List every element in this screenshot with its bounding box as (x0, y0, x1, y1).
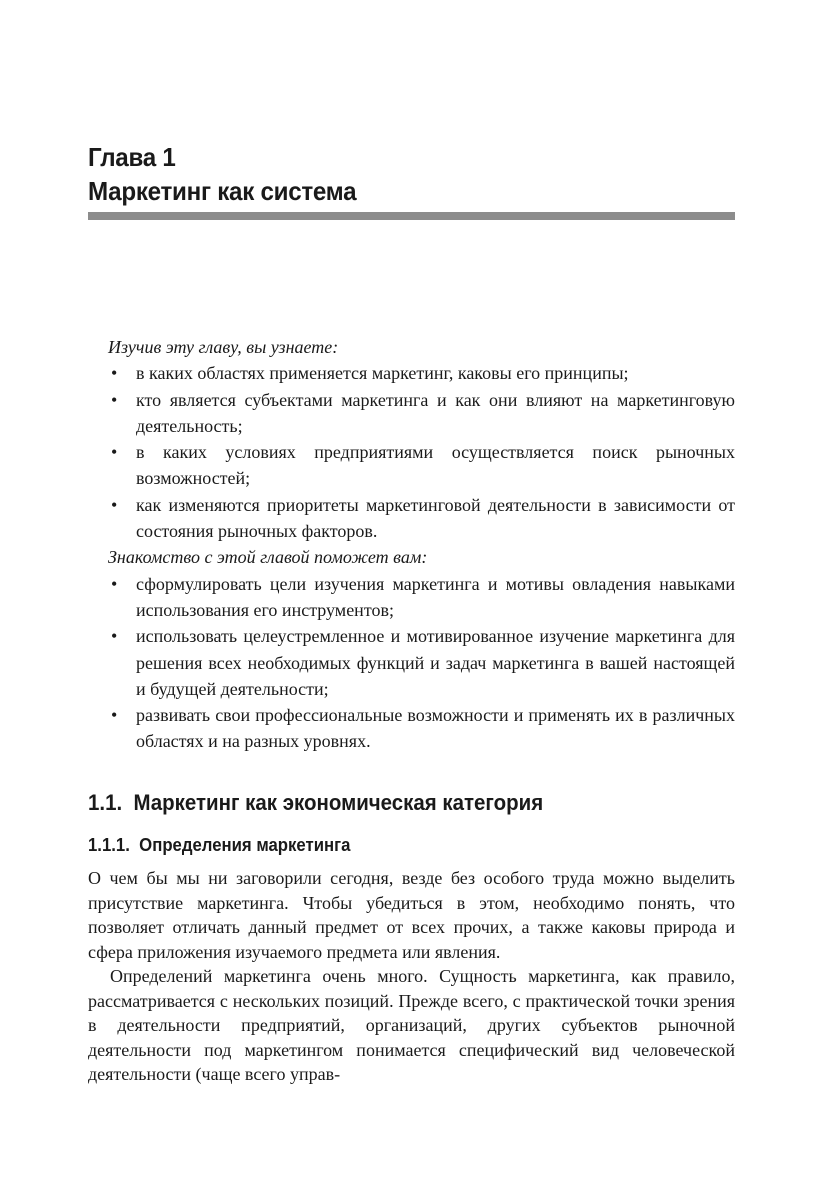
bullet: • (111, 442, 118, 463)
list-item: • как изменяются приоритеты маркетинговой деятельности в зависимости от состояния рыночных факторов. (108, 492, 735, 545)
list-item: • в каких условиях предприятиями осуществляется поиск рыночных возможностей; (108, 439, 735, 492)
bullet: • (111, 494, 118, 515)
bullet: • (111, 626, 118, 647)
help-intro: Знакомство с этой главой поможет вам: (108, 547, 428, 568)
body-text (88, 866, 735, 1087)
bullet: • (111, 363, 118, 384)
chapter-title: Маркетинг как система (88, 176, 357, 206)
section-heading: 1.1. Маркетинг как экономическая категория (88, 790, 544, 815)
chapter-rule (88, 212, 735, 220)
bullet: • (111, 389, 118, 410)
paragraph: Определений маркетинга очень много. Сущность маркетинга, как правило, рассматривается с нескольких позиций. Прежде всего, с практической точки зрения в деятельности предприятий, организаций, других субъектов рыночной деятельности под маркетингом понимается специфический вид человеческой деятельности (чаще всего управ- (88, 966, 735, 1084)
learn-intro: Изучив эту главу, вы узнаете: (108, 337, 339, 357)
chapter-heading (88, 140, 690, 208)
learn-list (108, 360, 735, 544)
list-item: • использовать целеустремленное и мотивированное изучение маркетинга для решения всех необходимых функций и задач маркетинга в вашей настоящей и будущей деятельности; (108, 623, 735, 702)
chapter-objectives (108, 334, 735, 755)
chapter-label: Глава 1 (88, 142, 176, 172)
list-item: • развивать свои профессиональные возможности и применять их в различных областях и на разных уровнях. (108, 702, 735, 755)
list-item: • кто является субъектами маркетинга и как они влияют на маркетинговую деятельность; (108, 387, 735, 440)
bullet: • (111, 705, 118, 726)
bullet: • (111, 573, 118, 594)
paragraph: О чем бы мы ни заговорили сегодня, везде без особого труда можно выделить присутствие маркетинга. Чтобы убедиться в этом, необходимо понять, что позволяет отличать данный предмет от всех прочих, а также каковы природа и сфера приложения изучаемого предмета или явления. (88, 868, 735, 962)
list-item: • сформулировать цели изучения маркетинга и мотивы овладения навыками использования его инструментов; (108, 571, 735, 624)
subsection-heading: 1.1.1. Определения маркетинга (88, 835, 351, 855)
help-list (108, 571, 735, 755)
list-item: • в каких областях применяется маркетинг, каковы его принципы; (108, 360, 735, 386)
